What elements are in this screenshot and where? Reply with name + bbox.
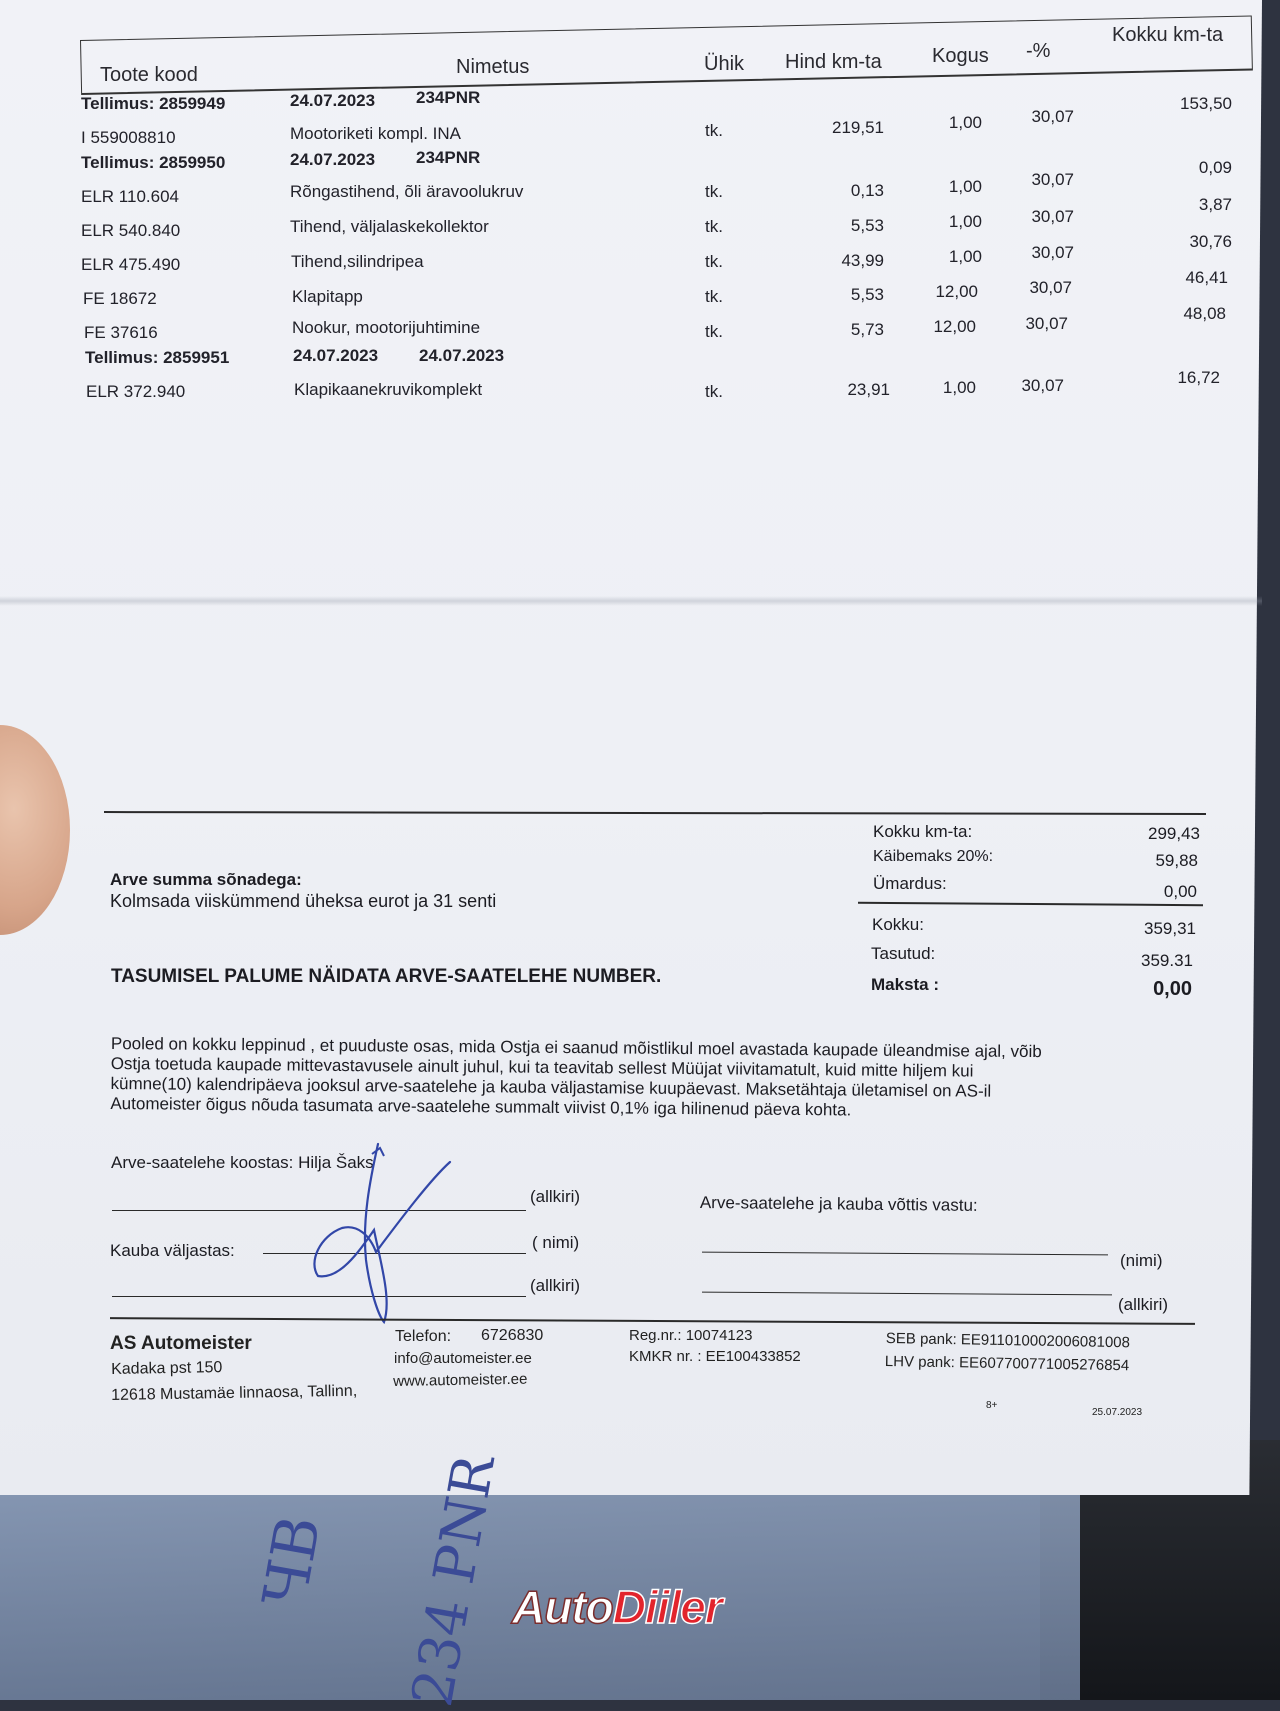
company-website: www.automeister.ee: [393, 1370, 528, 1390]
header-name: Nimetus: [456, 56, 530, 78]
row-price: 5,73: [850, 320, 884, 339]
order-date: 24.07.2023: [293, 346, 379, 365]
order-reference: 234PNR: [416, 88, 481, 107]
net-total-label: Kokku km-ta:: [873, 822, 973, 841]
row-code: FE 37616: [84, 323, 158, 342]
grand-total-label: Kokku:: [872, 915, 924, 934]
payment-notice: TASUMISEL PALUME NÄIDATA ARVE-SAATELEHE NUMBER.: [111, 966, 662, 987]
header-discount: -%: [1026, 40, 1051, 62]
vat-value: 59,88: [1155, 851, 1198, 870]
row-price: 5,53: [850, 216, 884, 235]
terms-line: Automeister õigus nõuda tasumata arve-saatelehe summalt viivist 0,1% iga hilinenud päeva kohta.: [110, 1093, 852, 1120]
signature-caption-2: (allkiri): [530, 1276, 581, 1295]
row-code: ELR 372.940: [86, 382, 186, 401]
row-unit: tk.: [705, 121, 723, 140]
terms-paragraph: [110, 1034, 1042, 1122]
bank-account-lhv: LHV pank: EE607700771005276854: [884, 1353, 1130, 1375]
row-price: 219,51: [832, 118, 884, 137]
order-reference: 234PNR: [416, 148, 481, 167]
row-code: ELR 540.840: [81, 221, 181, 240]
handwritten-signature: [300, 1140, 460, 1330]
company-name: AS Automeister: [110, 1333, 252, 1354]
row-qty: 1,00: [948, 247, 982, 266]
name-caption-1: ( nimi): [532, 1233, 580, 1252]
signature-caption-1: (allkiri): [530, 1187, 581, 1206]
company-address-1: Kadaka pst 150: [111, 1359, 223, 1378]
net-total-value: 299,43: [1148, 824, 1200, 843]
handwritten-note-2: 234 PNR: [400, 1450, 509, 1711]
row-price: 43,99: [841, 251, 884, 270]
row-name: Klapikaanekruvikomplekt: [294, 380, 483, 399]
row-unit: tk.: [705, 287, 723, 306]
signature-caption-3: (allkiri): [1118, 1295, 1169, 1314]
row-discount: 30,07: [1031, 207, 1074, 226]
row-name: Rõngastihend, õli äravoolukruv: [290, 182, 524, 201]
order-date-2: 24.07.2023: [419, 346, 505, 365]
paid-value: 359.31: [1141, 951, 1193, 970]
phone-number: 6726830: [481, 1327, 544, 1344]
row-unit: tk.: [705, 252, 723, 271]
header-unit: Ühik: [704, 53, 745, 75]
header-code: Toote kood: [100, 64, 198, 86]
row-code: I 559008810: [81, 128, 176, 147]
row-name: Mootoriketi kompl. INA: [290, 124, 461, 143]
vat-label: Käibemaks 20%:: [873, 848, 994, 865]
row-price: 0,13: [850, 181, 884, 200]
header-price: Hind km-ta: [785, 51, 882, 73]
amount-in-words-label: Arve summa sõnadega:: [110, 870, 302, 889]
header-qty: Kogus: [932, 45, 989, 67]
row-discount: 30,07: [1029, 278, 1072, 297]
row-total: 16,72: [1177, 368, 1220, 387]
row-qty: 12,00: [935, 282, 978, 301]
row-discount: 30,07: [1031, 243, 1074, 262]
row-code: FE 18672: [83, 289, 157, 308]
row-unit: tk.: [705, 182, 723, 201]
row-price: 23,91: [847, 380, 890, 399]
terms-line: Ostja toetuda kaupade mittevastavusele ainult juhul, kui ta teavitab sellest Müüjat viivitamatult, kuid mitte hiljem kui: [110, 1053, 974, 1081]
row-qty: 1,00: [948, 177, 982, 196]
order-label: Tellimus: 2859950: [81, 153, 226, 172]
watermark-part-1: Auto: [512, 1581, 613, 1633]
row-unit: tk.: [705, 382, 723, 401]
row-unit: tk.: [705, 217, 723, 236]
row-total: 153,50: [1180, 94, 1232, 113]
row-name: Tihend,silindripea: [291, 252, 424, 271]
order-date: 24.07.2023: [290, 150, 376, 169]
row-name: Tihend, väljalaskekollektor: [290, 217, 489, 236]
row-discount: 30,07: [1031, 170, 1074, 189]
autodiiler-watermark-logo: [512, 1580, 722, 1634]
bank-account-seb: SEB pank: EE911010002006081008: [885, 1330, 1131, 1352]
row-name: Klapitapp: [292, 287, 363, 306]
handwritten-note-1: ЧB: [250, 1510, 335, 1613]
row-qty: 1,00: [948, 212, 982, 231]
row-qty: 1,00: [942, 378, 976, 397]
vat-number: KMKR nr. : EE100433852: [629, 1348, 801, 1365]
registration-number: Reg.nr.: 10074123: [629, 1327, 753, 1344]
company-email: info@automeister.ee: [394, 1350, 532, 1367]
row-qty: 12,00: [933, 317, 976, 336]
rounding-value: 0,00: [1163, 882, 1197, 901]
row-total: 30,76: [1189, 232, 1232, 251]
received-by-label: Arve-saatelehe ja kauba võttis vastu:: [699, 1193, 978, 1215]
row-unit: tk.: [705, 322, 723, 341]
issued-by-label: Kauba väljastas:: [110, 1241, 235, 1260]
row-price: 5,53: [850, 285, 884, 304]
paid-label: Tasutud:: [871, 944, 936, 963]
rounding-label: Ümardus:: [873, 874, 947, 893]
compiled-by: Arve-saatelehe koostas: Hilja Šaks: [111, 1153, 374, 1172]
row-total: 48,08: [1183, 304, 1226, 323]
row-code: ELR 475.490: [81, 255, 181, 274]
row-total: 3,87: [1198, 195, 1232, 214]
row-discount: 30,07: [1025, 314, 1068, 333]
order-label: Tellimus: 2859951: [85, 348, 230, 367]
order-date: 24.07.2023: [290, 91, 376, 110]
name-caption-2: (nimi): [1120, 1251, 1163, 1270]
company-address-2: 12618 Mustamäe linnaosa, Tallinn,: [111, 1382, 358, 1404]
terms-line: Pooled on kokku leppinud , et puuduste osas, mida Ostja ei saanud mõistlikul moel avastada kaupade üleandmise ajal, võib: [110, 1034, 1042, 1062]
row-qty: 1,00: [948, 113, 982, 132]
phone-label: Telefon:: [395, 1328, 452, 1345]
order-label: Tellimus: 2859949: [81, 94, 226, 113]
row-discount: 30,07: [1031, 107, 1074, 126]
print-mark: 8+: [986, 1400, 998, 1411]
row-total: 0,09: [1198, 158, 1232, 177]
grand-total-value: 359,31: [1144, 919, 1196, 938]
amount-due-label: Maksta :: [871, 975, 940, 994]
amount-due-value: 0,00: [1153, 978, 1192, 1000]
print-date: 25.07.2023: [1092, 1407, 1143, 1418]
amount-in-words: Kolmsada viiskümmend üheksa eurot ja 31 senti: [110, 891, 497, 911]
row-name: Nookur, mootorijuhtimine: [292, 318, 481, 337]
row-discount: 30,07: [1021, 376, 1064, 395]
header-total: Kokku km-ta: [1112, 24, 1224, 46]
row-total: 46,41: [1185, 268, 1228, 287]
row-code: ELR 110.604: [81, 187, 179, 206]
watermark-part-2: Diiler: [612, 1581, 722, 1633]
terms-line: kümne(10) kalendripäeva jooksul arve-saatelehe ja kauba väljastamise kuupäevast. Maksetähtaja ületamisel on AS-il: [110, 1073, 992, 1101]
paper-fold: [0, 596, 1262, 606]
